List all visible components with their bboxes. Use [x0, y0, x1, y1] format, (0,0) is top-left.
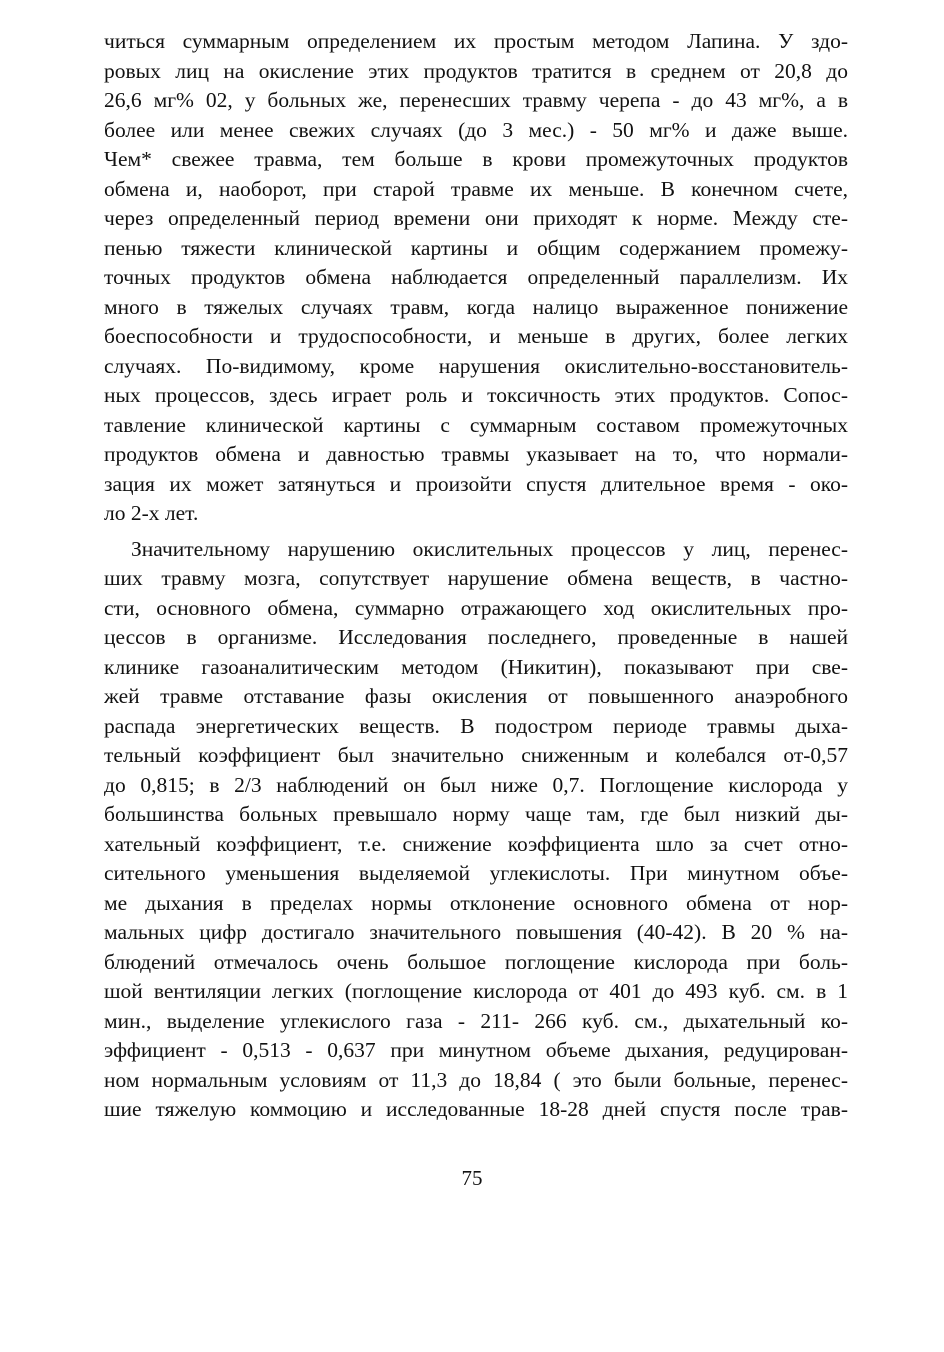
paragraph-2: [104, 535, 848, 1125]
text-line: большинства больных превышало норму чаще там, где был низкий ды-: [104, 802, 848, 826]
text-line: 26,6 мг% 02, у больных же, перенесших травму черепа - до 43 мг%, а в: [104, 88, 848, 112]
text-line: ших травму мозга, сопутствует нарушение обмена веществ, в частно-: [104, 566, 848, 590]
text-line: шой вентиляции легких (поглощение кислорода от 401 до 493 куб. см. в 1: [104, 979, 848, 1003]
text-line: мин., выделение углекислого газа - 211- 266 куб. см., дыхательный ко-: [104, 1008, 848, 1033]
page-number: 75: [461, 1166, 483, 1190]
text-line: ном нормальным условиям от 11,3 до 18,84 ( это были больные, перенес-: [104, 1067, 848, 1092]
text-line: тавление клинической картины с суммарным составом промежуточных: [104, 412, 848, 437]
text-line: зация их может затянуться и произойти спустя длительное время - око-: [104, 471, 848, 496]
text-line: распада энергетических веществ. В подостром периоде травмы дыха-: [104, 713, 848, 738]
text-line: хательный коэффициент, т.е. снижение коэффициента шло за счет отно-: [104, 831, 848, 856]
text-line: боеспособности и трудоспособности, и меньше в других, более легких: [104, 324, 848, 348]
text-line: до 0,815; в 2/3 наблюдений он был ниже 0,7. Поглощение кислорода у: [104, 772, 848, 797]
text-line: тельный коэффициент был значительно сниженным и колебался от-0,57: [104, 743, 848, 767]
body-text: [104, 27, 848, 1125]
text-line: обмена и, наоборот, при старой травме их меньше. В конечном счете,: [104, 176, 848, 201]
text-line: ло 2-х лет.: [104, 501, 199, 525]
text-line: ных процессов, здесь играет роль и токсичность этих продуктов. Сопос-: [104, 383, 848, 407]
text-line: ме дыхания в пределах нормы отклонение основного обмена от нор-: [104, 890, 848, 915]
text-line: читься суммарным определением их простым методом Лапина. У здо-: [104, 29, 848, 53]
text-line: пенью тяжести клинической картины и общим содержанием промежу-: [104, 235, 848, 260]
text-line: эффициент - 0,513 - 0,637 при минутном объеме дыхания, редуцирован-: [104, 1038, 848, 1062]
text-line: жей травме отставание фазы окисления от повышенного анаэробного: [104, 684, 848, 708]
text-line: ровых лиц на окисление этих продуктов тратится в среднем от 20,8 до: [104, 58, 848, 83]
text-line: Чем* свежее травма, тем больше в крови промежуточных продуктов: [104, 147, 848, 171]
paragraph-1: [104, 27, 848, 529]
text-line: более или менее свежих случаях (до 3 мес.) - 50 мг% и даже выше.: [104, 117, 848, 142]
text-line: шие тяжелую коммоцию и исследованные 18-28 дней спустя после трав-: [104, 1097, 848, 1121]
text-line: сительного уменьшения выделяемой углекислоты. При минутном объе-: [104, 861, 848, 885]
text-line: продуктов обмена и давностью травмы указывает на то, что нормали-: [104, 442, 848, 466]
text-line: цессов в организме. Исследования последнего, проведенные в нашей: [104, 625, 848, 649]
text-line: сти, основного обмена, суммарно отражающего ход окислительных про-: [104, 595, 848, 620]
text-line: клинике газоаналитическим методом (Никитин), показывают при све-: [104, 654, 848, 679]
text-line: точных продуктов обмена наблюдается определенный параллелизм. Их: [104, 265, 848, 289]
text-line: Значительному нарушению окислительных процессов у лиц, перенес-: [131, 536, 848, 561]
text-line: много в тяжелых случаях травм, когда налицо выраженное понижение: [104, 294, 848, 319]
text-line: через определенный период времени они приходят к норме. Между сте-: [104, 206, 848, 230]
text-line: мальных цифр достигало значительного повышения (40-42). В 20 % на-: [104, 920, 848, 944]
text-line: блюдений отмечалось очень большое поглощение кислорода при боль-: [104, 949, 848, 974]
text-line: случаях. По-видимому, кроме нарушения окислительно-восстановитель-: [104, 353, 848, 378]
